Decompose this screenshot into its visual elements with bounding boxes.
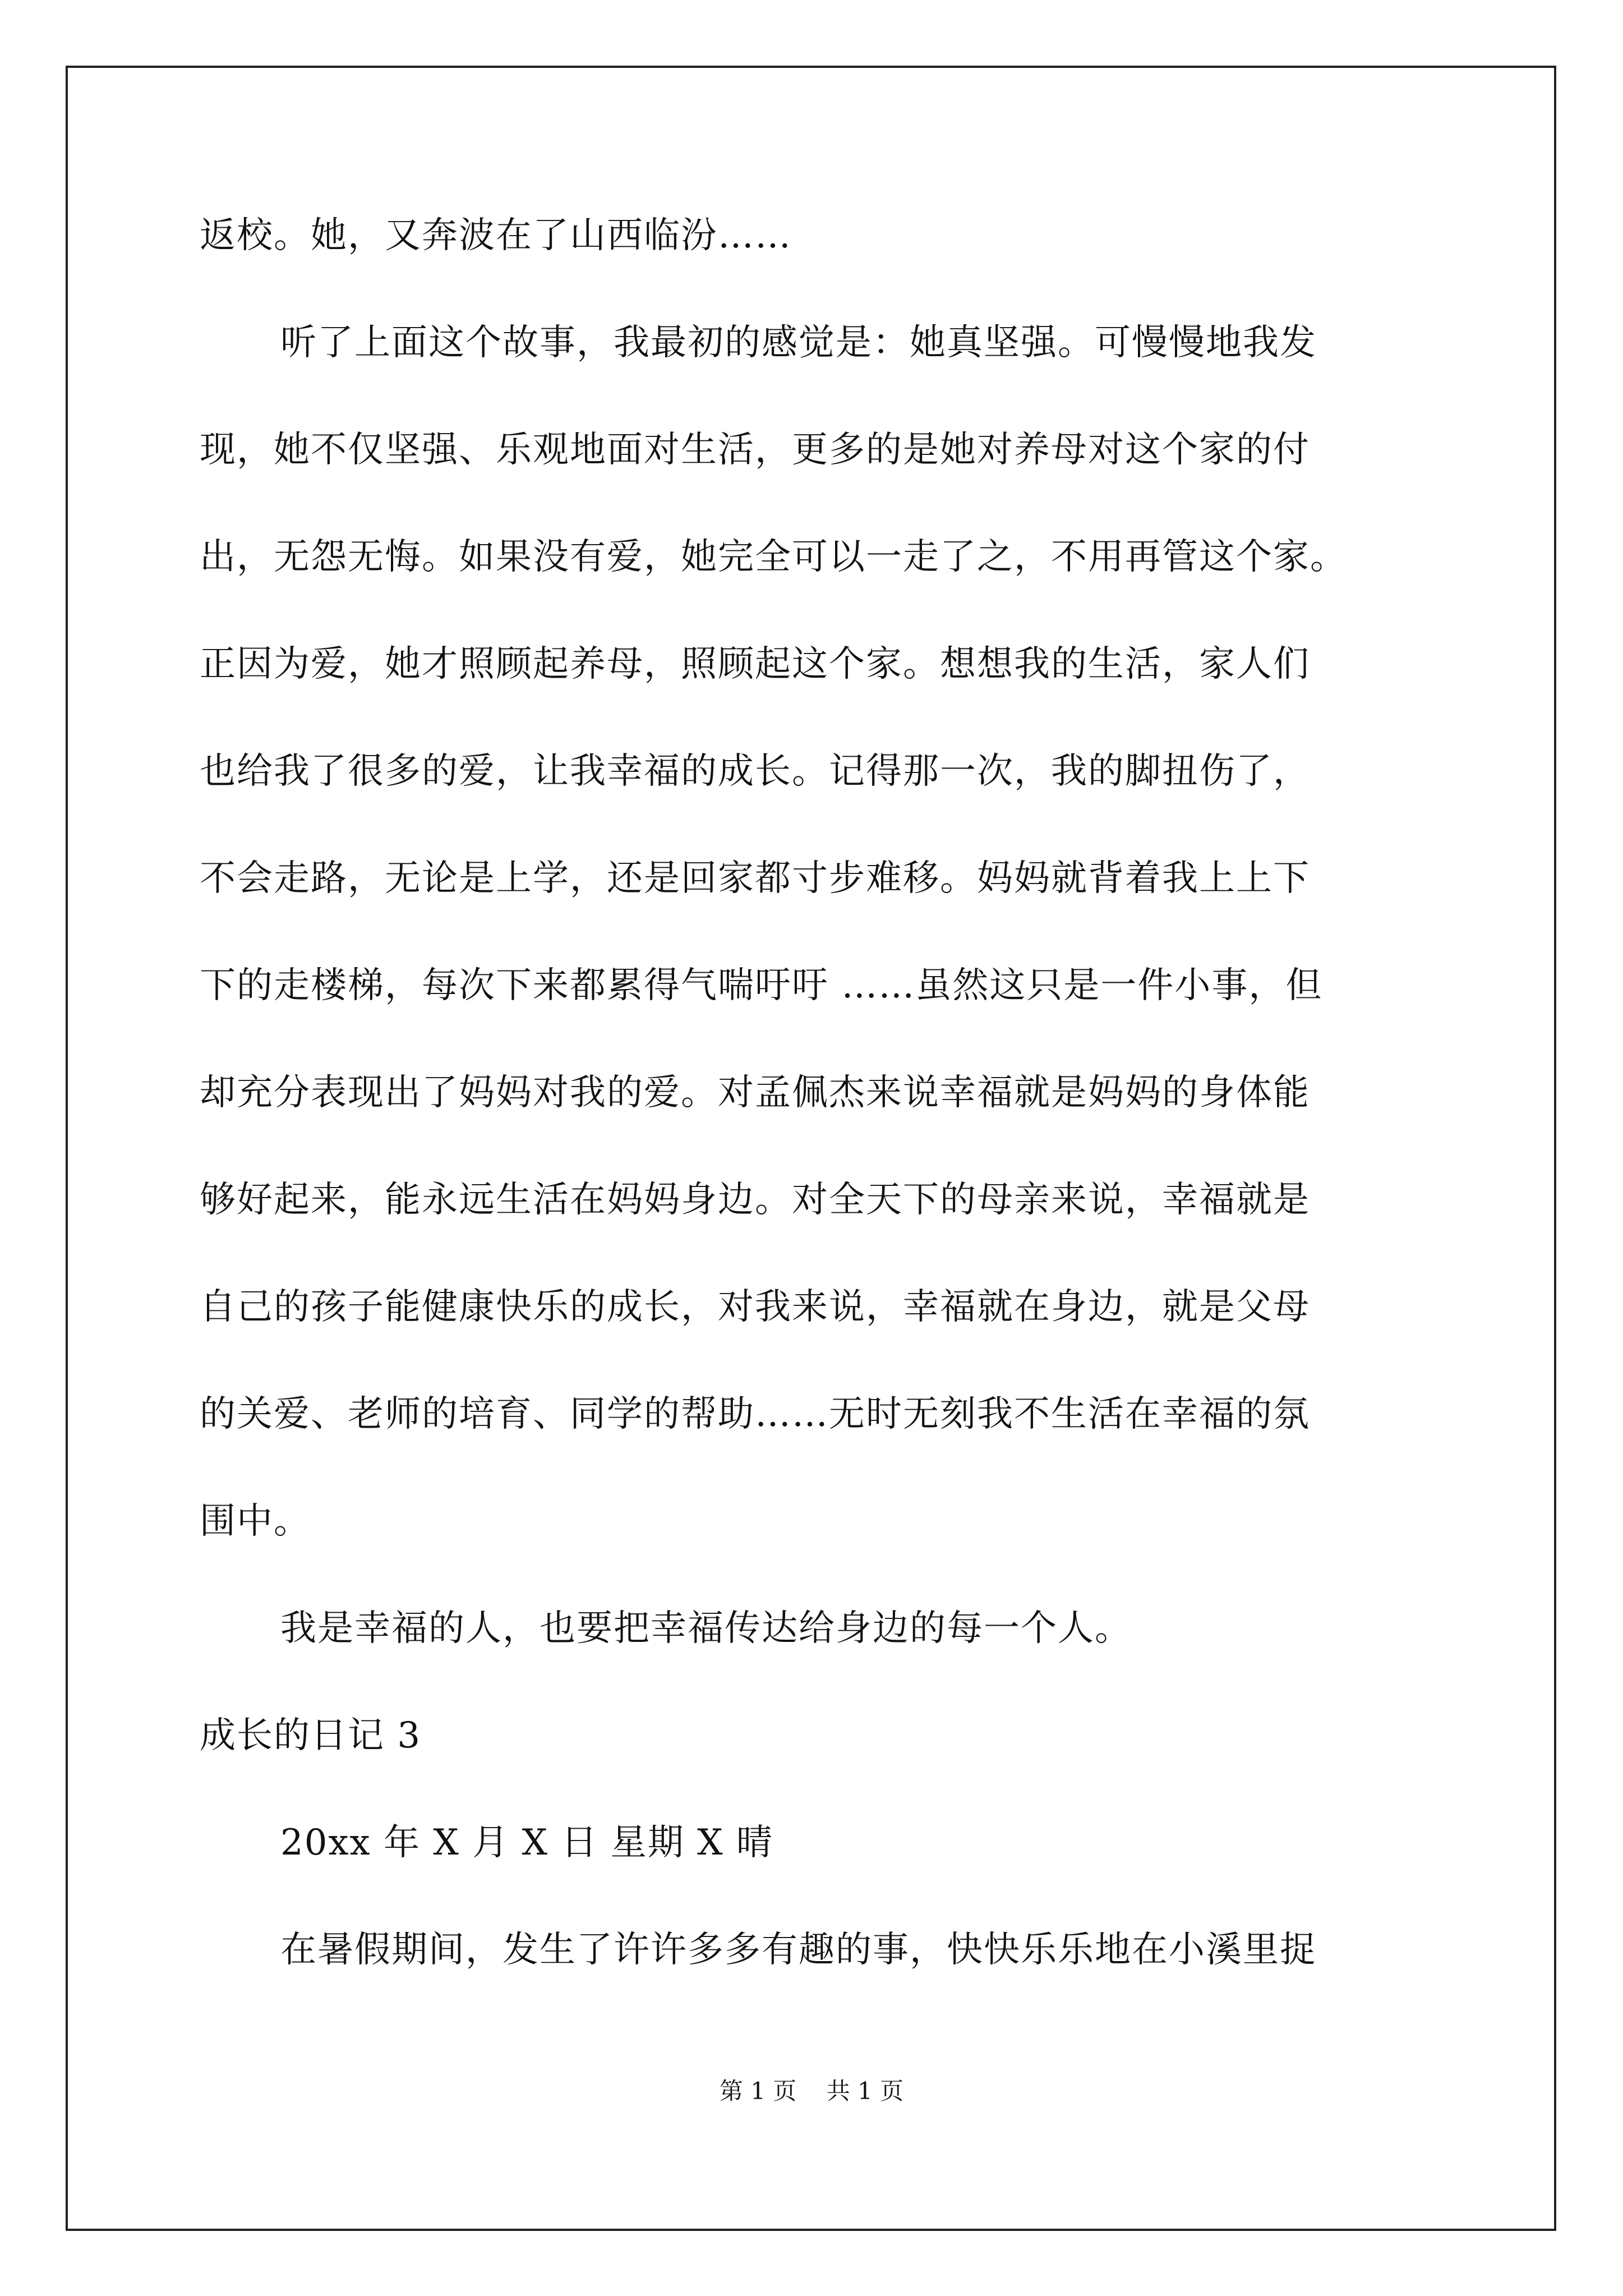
body-line-12: 的关爱、老师的培育、同学的帮助……无时无刻我不生活在幸福的氛: [200, 1393, 1310, 1435]
body-line-10: 够好起来，能永远生活在妈妈身边。对全天下的母亲来说，幸福就是: [200, 1179, 1310, 1221]
body-line-14: 我是幸福的人，也要把幸福传达给身边的每一个人。: [280, 1608, 1132, 1649]
body-line-7: 不会走路，无论是上学，还是回家都寸步难移。妈妈就背着我上上下: [200, 858, 1310, 899]
body-line-11: 自己的孩子能健康快乐的成长，对我来说，幸福就在身边，就是父母: [200, 1286, 1310, 1328]
date-line: 20xx 年 X 月 X 日 星期 X 晴: [280, 1822, 774, 1864]
section-heading: 成长的日记 3: [200, 1715, 422, 1756]
body-line-3: 现，她不仅坚强、乐观地面对生活，更多的是她对养母对这个家的付: [200, 429, 1310, 471]
body-line-1: 返校。她，又奔波在了山西临汾……: [200, 215, 792, 256]
body-line-6: 也给我了很多的爱，让我幸福的成长。记得那一次，我的脚扭伤了，: [200, 751, 1310, 792]
body-line-9: 却充分表现出了妈妈对我的爱。对孟佩杰来说幸福就是妈妈的身体能: [200, 1072, 1310, 1114]
body-line-15: 在暑假期间，发生了许许多多有趣的事，快快乐乐地在小溪里捉: [280, 1929, 1317, 1971]
body-line-13: 围中。: [200, 1501, 311, 1542]
body-line-2: 听了上面这个故事，我最初的感觉是：她真坚强。可慢慢地我发: [280, 322, 1317, 364]
body-line-5: 正因为爱，她才照顾起养母，照顾起这个家。想想我的生活，家人们: [200, 643, 1310, 685]
page-footer: 第 1 页 共 1 页: [719, 2077, 904, 2105]
body-line-8: 下的走楼梯，每次下来都累得气喘吁吁 ……虽然这只是一件小事，但: [200, 965, 1323, 1006]
body-line-4: 出，无怨无悔。如果没有爱，她完全可以一走了之，不用再管这个家。: [200, 536, 1347, 578]
page-border: [66, 66, 1556, 2231]
